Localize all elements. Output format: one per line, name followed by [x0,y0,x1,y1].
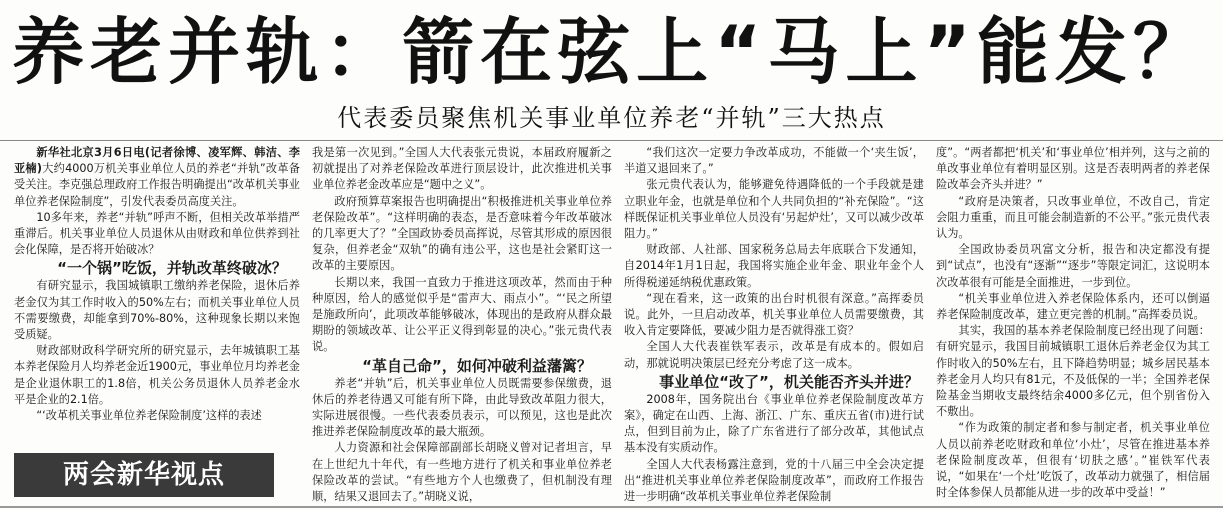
paragraph: 其实，我国的基本养老保险制度已经出现了问题：有研究显示，我国目前城镇职工退休后养老金仅为其工作时收入的50%左右，且下降趋势明显；城乡居民基本养老金月人均只有81元，不及低保的一半；全国养老保险基金当期收支最终结余4000多亿元，但个别省份入不敷出。 [936,324,1210,419]
lead-text: 大约4000万机关事业单位人员的养老“并轨”改革备受关注。李克强总理政府工作报告明确提出“改革机关事业单位养老保险制度”，引发代表委员高度关注。 [14,162,300,208]
article-body [14,145,1210,505]
paragraph: 全国人大代表崔铁军表示，改革是有成本的。假如启动，那就说明决策层已经充分考虑了这一成本。 [624,340,924,370]
paragraph: 长期以来，我国一直致力于推进这项改革，然而由于种种原因，给人的感觉似乎是“雷声大、雨点小”。“‘民之所望是施政所向’，此项改革能够破冰，体现出的是政府从群众最期盼的领域改革、让公平正义得到彰显的决心。”张元贵代表说。 [312,275,612,354]
column-2 [312,145,612,505]
headline: 养老并轨：箭在弦上“马上”能发？ [12,10,1211,94]
paragraph: 全国人大代表杨露注意到，党的十八届三中全会决定提出“推进机关事业单位养老保险制度改革”，而政府工作报告进一步明确“改革机关事业单位养老保险制 [624,457,924,504]
column-1 [14,145,300,505]
paragraph: 财政部财政科学研究所的研究显示，去年城镇职工基本养老保险月人均养老金近1900元，事业单位月均养老金是企业退休职工的1.8倍，机关公务员退休人员养老金水平是企业的2.1倍。 [14,344,300,406]
column-4 [936,145,1210,505]
paragraph: 2008年，国务院出台《事业单位养老保险制度改革方案》，确定在山西、上海、浙江、广东、重庆五省(市)进行试点，但到目前为止，除了广东省进行了部分改革，其他试点基本没有实质动作。 [624,392,924,455]
footer-divider [0,506,1223,508]
paragraph: “机关事业单位进入养老保险体系内，还可以倒逼养老保险制度改革，建立更完善的机制。”高挥委员说。 [936,291,1210,322]
header-divider [0,140,1223,141]
paragraph: “政府是决策者，只改事业单位，不改自己，肯定会阻力重重，而且可能会制造新的不公平。”张元贵代表认为。 [936,194,1210,241]
paragraph: “我们这次一定要力争改革成功，不能做一个‘夹生饭’，半道又退回来了。” [624,146,924,176]
column-banner: 两会新华视点 [14,453,274,497]
paragraph: “‘改革机关事业单位养老保险制度’这样的表述 [36,409,262,423]
subheadline: 代表委员聚焦机关事业单位养老“并轨”三大热点 [337,104,886,132]
paragraph: 度”。“两者都把‘机关’和‘事业单位’相并列，这与之前的单改事业单位有着明显区别。这是否表明两者的养老保险改革会齐头并进？” [936,146,1210,192]
byline: 新华社北京3月6日电(记者徐博、凌军辉、韩洁、李亚楠) [14,146,300,176]
paragraph: 有研究显示，我国城镇职工缴纳养老保险，退休后养老金仅为其工作时收入的50%左右；而机关事业单位人员不需要缴费，却能拿到70%-80%，这种现象长期以来饱受质疑。 [14,279,300,342]
paragraph: 政府预算草案报告也明确提出“积极推进机关事业单位养老保险改革”。“这样明确的表态，是否意味着今年改革破冰的几率更大了？”全国政协委员高挥说，尽管其形成的原因很复杂，但养老金“双轨”的确有违公平，这也是社会紧盯这一改革的主要原因。 [312,194,612,273]
paragraph: “作为政策的制定者和参与制定者，机关事业单位人员以前养老吃财政和单位‘小灶’，尽管在推进基本养老保险制度改革，但很有‘切肤之感’。”崔铁军代表说，“如果在‘一个灶’吃饭了，改革动力就强了，相信届时全体参保人员都能从进一步的改革中受益！” [936,421,1210,500]
section-heading-3: 事业单位“改了”，机关能否齐头并进？ [659,372,919,391]
section-heading-2: “革自己命”，如何冲破利益藩篱？ [362,356,592,375]
paragraph: “现在看来，这一政策的出台时机很有深意。”高挥委员说。此外，一旦启动改革，机关事业单位人员需要缴费，其收入肯定要降低，要减少阻力是否就得涨工资？ [624,291,924,338]
paragraph: 全国政协委员巩富文分析，报告和决定都没有提到“试点”，也没有“逐渐”“逐步”等限定词汇，这说明本次改革很有可能是全面推进，一步到位。 [936,243,1210,289]
paragraph: 养老“并轨”后，机关事业单位人员既需要参保缴费，退休后的养老待遇又可能有所下降，由此导致改革阻力很大，实际进展很慢。一些代表委员表示，可以预见，这也是此次推进养老保险制度改革的最大瓶颈。 [312,376,612,439]
paragraph: 财政部、人社部、国家税务总局去年底联合下发通知，自2014年1月1日起，我国将实施企业年金、职业年金个人所得税递延纳税优惠政策。 [624,243,924,289]
column-3 [624,145,924,505]
paragraph: 张元贵代表认为，能够避免待遇降低的一个手段就是建立职业年金，也就是单位和个人共同负担的“补充保险”。“这样既保证机关事业单位人员没有‘另起炉灶’，又可以减少改革阻力。” [624,178,924,241]
paragraph: 我是第一次见到。”全国人大代表张元贵说，本届政府履新之初就提出了对养老保险改革进行顶层设计，此次推进机关事业单位养老金改革应是“题中之义”。 [312,146,612,192]
paragraph: 人力资源和社会保障部副部长胡晓义曾对记者坦言，早在上世纪九十年代，有一些地方进行了机关和事业单位养老保险改革的尝试。“有些地方个人也缴费了，但机制没有理顺，结果又退回去了。”胡晓义说， [312,441,612,504]
paragraph: 10多年来，养老“并轨”呼声不断，但相关改革举措严重滞后。机关事业单位人员退休从由财政和单位供养到社会化保障，是否将开始破冰？ [14,210,300,257]
section-heading-1: “一个锅”吃饭，并轨改革终破冰？ [57,259,287,278]
article-lead [14,145,300,210]
